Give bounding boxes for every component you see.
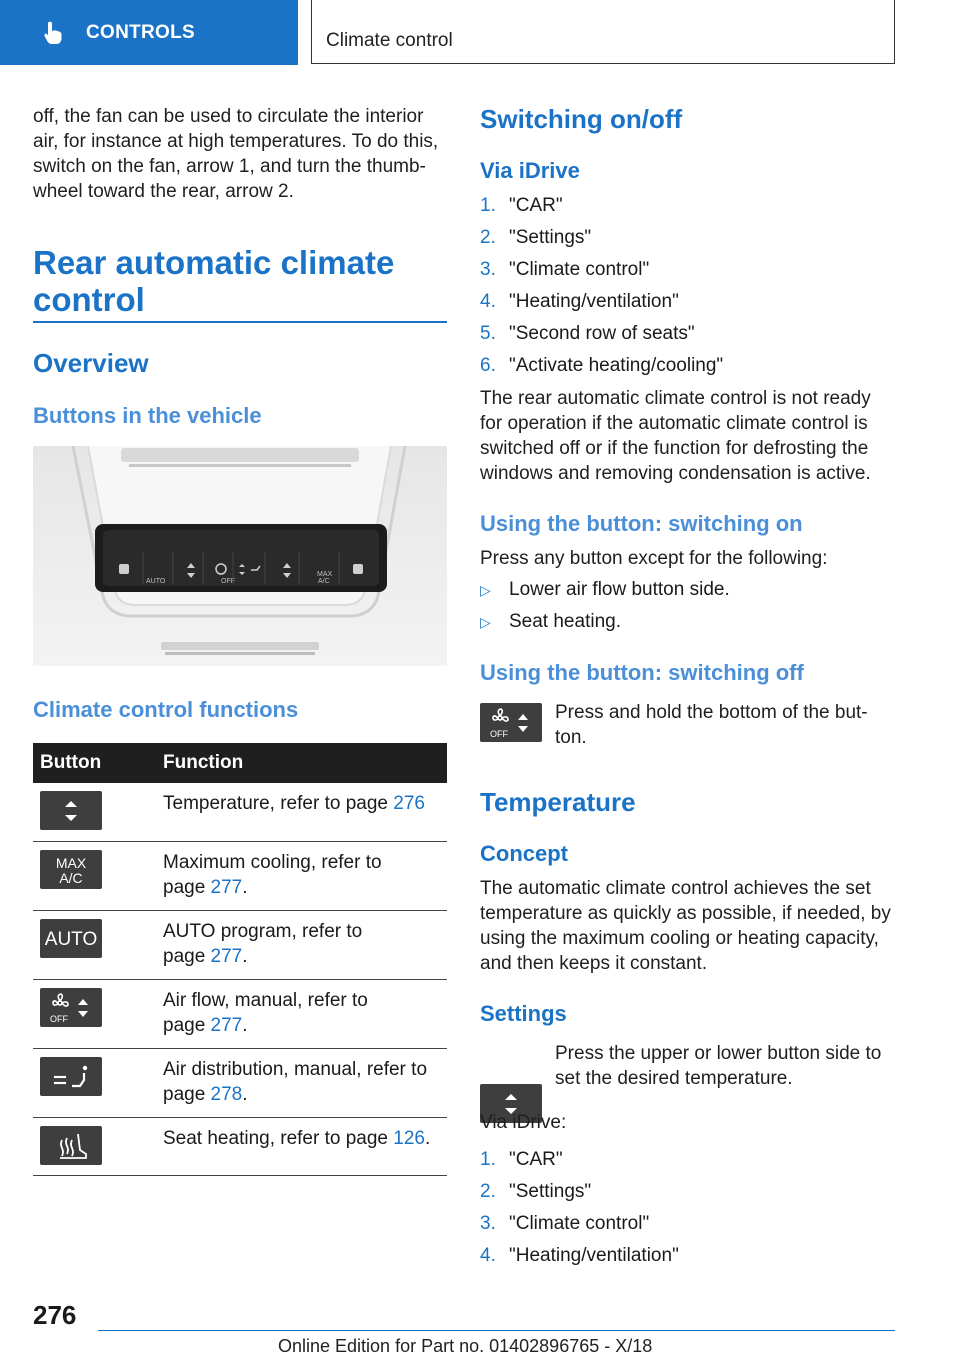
heading-settings: Settings bbox=[480, 1001, 567, 1026]
function-cell: Air flow, manual, refer to page 277. bbox=[156, 979, 447, 1048]
heading-switching-on-off: Switching on/off bbox=[480, 104, 683, 134]
triangle-bullet-icon: ▷ bbox=[480, 582, 491, 598]
heading-overview: Overview bbox=[33, 348, 149, 378]
page-number: 276 bbox=[33, 1300, 77, 1330]
control-panel-illustration bbox=[33, 446, 447, 666]
heading-buttons-in-vehicle: Buttons in the vehicle bbox=[33, 403, 262, 428]
heading-switching-off: Using the button: switching off bbox=[480, 660, 804, 685]
heading-rule bbox=[33, 321, 447, 323]
heading-temperature: Temperature bbox=[480, 787, 636, 817]
section-title: Climate control bbox=[326, 30, 453, 51]
list-item: 5. "Second row of seats" bbox=[480, 323, 695, 344]
rear-control-panel-photo bbox=[33, 446, 447, 666]
page-link[interactable]: 277 bbox=[210, 876, 243, 898]
table-row bbox=[33, 910, 447, 979]
photo-auto-label: AUTO bbox=[146, 578, 166, 585]
list-item: 4. "Heating/ventilation" bbox=[480, 1245, 679, 1266]
concept-paragraph: The automatic climate control achieves the set temperature as quickly as possible, if needed, by using the maximum cooling or heating capacity, and then keeps it constant. bbox=[480, 878, 891, 974]
intro-paragraph: off, the fan can be used to circulate the interior air, for instance at high temperatures. To do this, switch on the fan, arrow 1, and turn the thumb-wheel toward the rear, arrow 2. bbox=[33, 106, 439, 202]
list-item: ▷ Seat heating. bbox=[480, 611, 621, 632]
page-link[interactable]: 277 bbox=[210, 945, 243, 967]
list-item: 3. "Climate control" bbox=[480, 259, 650, 280]
photo-max-label: MAX bbox=[317, 571, 333, 578]
page-link[interactable]: 126 bbox=[393, 1127, 425, 1149]
fan-off-icon bbox=[480, 703, 542, 742]
table-row bbox=[33, 841, 447, 910]
heading-climate-functions: Climate control functions bbox=[33, 697, 299, 722]
heading-via-idrive: Via iDrive bbox=[480, 158, 580, 183]
chapter-tab[interactable] bbox=[0, 0, 298, 65]
triangle-bullet-icon: ▷ bbox=[480, 614, 491, 630]
max-ac-icon bbox=[40, 850, 102, 889]
photo-ac-label: A/C bbox=[318, 578, 330, 585]
list-item: 1. "CAR" bbox=[480, 195, 563, 216]
photo-off-label: OFF bbox=[221, 578, 235, 585]
list-item: 4. "Heating/ventilation" bbox=[480, 291, 679, 312]
table-row bbox=[33, 979, 447, 1048]
heading-rear-climate-line2: control bbox=[33, 281, 145, 318]
function-cell: Maximum cooling, refer to page 277. bbox=[156, 841, 447, 910]
svg-text:OFF: OFF bbox=[490, 729, 508, 739]
auto-icon bbox=[40, 919, 102, 958]
function-cell: Temperature, refer to page 276 bbox=[156, 783, 447, 841]
air-distribution-icon bbox=[40, 1057, 102, 1096]
list-item: 6. "Activate heating/cooling" bbox=[480, 355, 724, 376]
chapter-label: CONTROLS bbox=[86, 21, 196, 43]
table-row bbox=[33, 1048, 447, 1117]
table-row bbox=[33, 1117, 447, 1175]
fan-off-icon bbox=[40, 988, 102, 1027]
table-row bbox=[33, 783, 447, 841]
function-cell: AUTO program, refer to page 277. bbox=[156, 910, 447, 979]
list-item: 2. "Settings" bbox=[480, 1181, 592, 1202]
edition-text: Online Edition for Part no. 01402896765 - X/18 bbox=[278, 1336, 653, 1356]
svg-text:OFF: OFF bbox=[50, 1013, 68, 1024]
list-item: 2. "Settings" bbox=[480, 227, 592, 248]
page-link[interactable]: 277 bbox=[210, 1014, 243, 1036]
function-cell: Seat heating, refer to page 126. bbox=[156, 1117, 447, 1175]
heading-concept: Concept bbox=[480, 841, 568, 866]
seat-heating-icon bbox=[40, 1126, 102, 1165]
functions-table bbox=[33, 743, 447, 1176]
switching-off-text: Press and hold the bottom of the but- ton. bbox=[555, 702, 868, 748]
page-link[interactable]: 276 bbox=[393, 793, 425, 814]
function-cell: Air distribution, manual, refer to page 278. bbox=[156, 1048, 447, 1117]
heading-switching-on: Using the button: switching on bbox=[480, 511, 803, 536]
svg-text:A/C: A/C bbox=[59, 869, 83, 886]
via-idrive-label: Via iDrive: bbox=[480, 1112, 567, 1133]
svg-text:AUTO: AUTO bbox=[44, 928, 98, 950]
col-header-function: Function bbox=[156, 743, 447, 783]
table-header-row bbox=[33, 743, 447, 783]
heading-rear-climate-line1: Rear automatic climate bbox=[33, 244, 395, 281]
switching-on-text: Press any button except for the following: bbox=[480, 548, 828, 569]
not-ready-paragraph: The rear automatic climate control is not ready for operation if the automatic climate control is switched off or if the function for defrosting the windows and removing condensation is active. bbox=[480, 388, 871, 484]
col-header-button: Button bbox=[33, 743, 156, 783]
svg-text:MAX: MAX bbox=[55, 854, 87, 871]
page-link[interactable]: 278 bbox=[210, 1083, 243, 1105]
hand-pointer-icon bbox=[40, 20, 66, 46]
temperature-arrows-icon bbox=[40, 791, 102, 830]
settings-text: Press the upper or lower button side to set the desired temperature. bbox=[555, 1043, 882, 1089]
list-item: 3. "Climate control" bbox=[480, 1213, 650, 1234]
section-title-box bbox=[311, 0, 895, 64]
list-item: ▷ Lower air flow button side. bbox=[480, 579, 730, 600]
list-item: 1. "CAR" bbox=[480, 1149, 563, 1170]
footer-rule bbox=[98, 1330, 895, 1331]
